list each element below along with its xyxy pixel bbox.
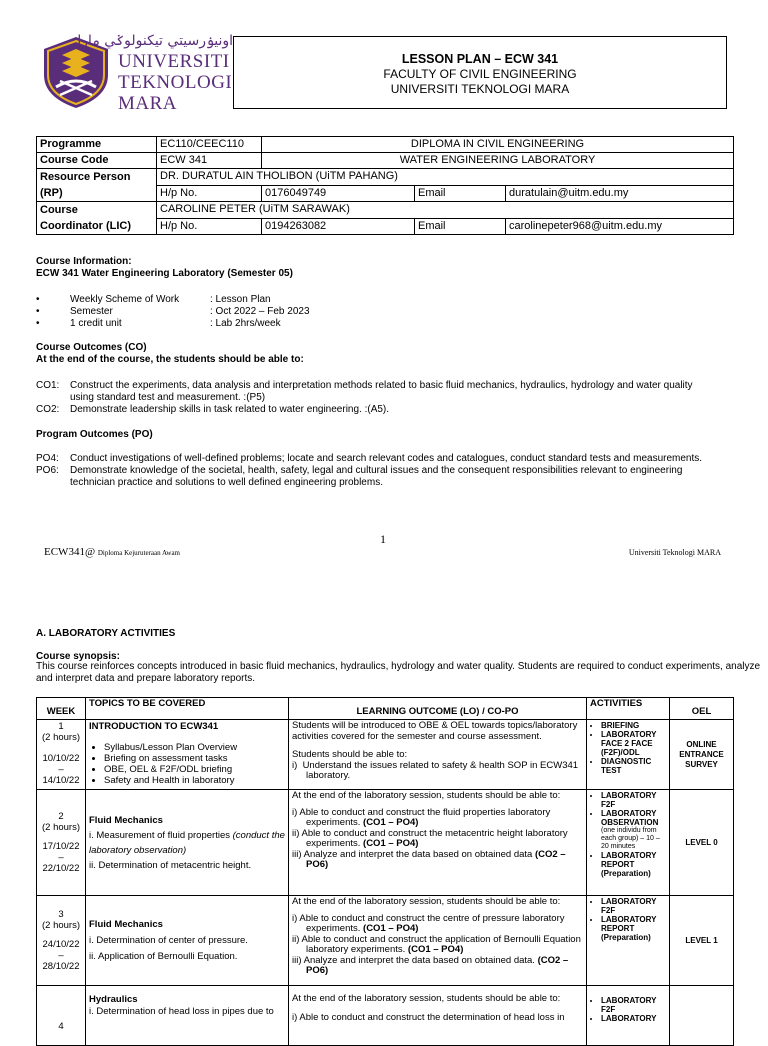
- logo-jawi-text: اونيۏرسيتي تيكنولوݢي مارا: [77, 33, 233, 49]
- col-activities: ACTIVITIES: [587, 698, 670, 720]
- rp-email-label: Email: [415, 185, 506, 202]
- programme-row: [37, 137, 734, 153]
- week-cell: 3 (2 hours) 24/10/22 – 28/10/22: [37, 896, 86, 986]
- co-heading: Course Outcomes (CO): [36, 342, 147, 353]
- laboratory-activities-table: [36, 697, 734, 1046]
- lic-name: CAROLINE PETER (UiTM SARAWAK): [157, 202, 734, 219]
- synopsis-text: [36, 661, 760, 685]
- activities-cell: • BRIEFING • LABORATORY FACE 2 FACE (F2F)/ODL • DIAGNOSTIC TEST: [587, 720, 670, 790]
- co1-text-a: Construct the experiments, data analysis and interpretation methods related to basic fluid mechanics, hydraulics, hydrology and water quality: [70, 380, 693, 391]
- lo-cell: Students will be introduced to OBE & OEL towards topics/laboratory activities covered for the semester and course assessment. Students should be able to: i) Understand the issues related to safety & health SOP in ECW341 laboratory.: [289, 720, 587, 790]
- lic-row-1: [37, 202, 734, 219]
- course-info-heading: Course Information:: [36, 256, 132, 267]
- co2-label: CO2:: [36, 404, 60, 415]
- po4-label: PO4:: [36, 453, 59, 464]
- course-info-subheading: ECW 341 Water Engineering Laboratory (Semester 05): [36, 268, 293, 279]
- rp-name: DR. DURATUL AIN THOLIBON (UiTM PAHANG): [157, 169, 734, 186]
- logo-line-2: TEKNOLOGI: [118, 72, 233, 93]
- lesson-plan-title: LESSON PLAN – ECW 341: [401, 52, 559, 66]
- oel-cell: ONLINE ENTRANCE SURVEY: [670, 720, 734, 790]
- oel-cell: [670, 986, 734, 1046]
- po4-text: Conduct investigations of well-defined problems; locate and search relevant codes and catalogues, conduct standard tests and measurements.: [70, 453, 703, 464]
- activities-cell: • LABORATORY F2F • LABORATORY REPORT (Preparation): [587, 896, 670, 986]
- rp-hp-label: H/p No.: [157, 185, 262, 202]
- course-code-row: [37, 153, 734, 169]
- rp-hp: 0176049749: [262, 185, 415, 202]
- uitm-logo: [38, 33, 233, 113]
- col-oel: OEL: [670, 698, 734, 720]
- po6-label: PO6:: [36, 465, 59, 476]
- col-topics: TOPICS TO BE COVERED: [86, 698, 289, 720]
- page-number: 1: [380, 532, 386, 546]
- topic-cell: Fluid Mechanics i. Measurement of fluid properties (conduct the laboratory observation) ii. Determination of metacentric height.: [86, 790, 289, 896]
- synopsis-line-b: and interpret data and prepare laboratory reports.: [36, 673, 256, 684]
- programme-name: DIPLOMA IN CIVIL ENGINEERING: [262, 137, 734, 153]
- oel-cell: LEVEL 0: [670, 790, 734, 896]
- logo-line-1: UNIVERSITI: [118, 51, 230, 72]
- rp-label-line-2: (RP): [40, 187, 63, 199]
- activities-cell: • LABORATORY F2F • LABORATORY OBSERVATION (one individu from each group) – 10 – 20 minutes • LABORATORY REPORT (Preparation): [587, 790, 670, 896]
- course-info-list: [36, 294, 436, 330]
- co2-text: Demonstrate leadership skills in task related to water engineering. :(A5).: [70, 404, 390, 415]
- course-code: ECW 341: [157, 153, 262, 169]
- rp-label-line-1: Resource Person: [40, 171, 131, 183]
- co1-text-b: using standard test and measurement. :(P5): [70, 392, 266, 403]
- university-name: UNIVERSITI TEKNOLOGI MARA: [390, 82, 570, 96]
- programme-label: Programme: [37, 137, 157, 153]
- lo-cell: At the end of the laboratory session, students should be able to: i) Able to conduct and construct the determination of head loss in: [289, 986, 587, 1046]
- week-cell: 1 (2 hours) 10/10/22 – 14/10/22: [37, 720, 86, 790]
- footer-programme: Diploma Kejuruteraan Awam: [97, 549, 180, 557]
- table-row: [37, 720, 734, 790]
- activities-cell: • LABORATORY F2F • LABORATORY: [587, 986, 670, 1046]
- lic-hp-label: H/p No.: [157, 218, 262, 235]
- synopsis-heading: Course synopsis:: [36, 651, 120, 662]
- table-row: [37, 896, 734, 986]
- table-row: [37, 790, 734, 896]
- course-code-label: Course Code: [37, 153, 157, 169]
- faculty-name: FACULTY OF CIVIL ENGINEERING: [383, 67, 577, 81]
- po6-text-b: technician practice and solutions to well defined engineering problems.: [70, 477, 383, 488]
- po6-text: [70, 465, 735, 489]
- week-cell: 4: [37, 986, 86, 1046]
- week-cell: 2 (2 hours) 17/10/22 – 22/10/22: [37, 790, 86, 896]
- course-info-table: [36, 136, 734, 235]
- footer-left: [44, 546, 180, 558]
- lic-email[interactable]: carolinepeter968@uitm.edu.my: [506, 218, 734, 235]
- lo-cell: At the end of the laboratory session, students should be able to: i) Able to conduct and construct the centre of pressure laboratory experiments. (CO1 – PO4) ii) Able to conduct and construct the application of Bernoulli Equation laboratory experiments. (CO1 – PO4) iii) Analyze and interpret the data based on obtained data. (CO2 – PO6): [289, 896, 587, 986]
- po6-text-a: Demonstrate knowledge of the societal, health, safety, legal and cultural issues and the consequent responsibilities relevant to engineering: [70, 465, 683, 476]
- rp-label: [37, 169, 157, 202]
- col-lo: LEARNING OUTCOME (LO) / CO-PO: [289, 698, 587, 720]
- lic-label-line-2: Coordinator (LIC): [40, 220, 132, 232]
- lab-heading: A. LABORATORY ACTIVITIES: [36, 628, 176, 639]
- list-item: • Weekly Scheme of Work : Lesson Plan: [36, 294, 271, 305]
- footer-right: Universiti Teknologi MARA: [628, 548, 721, 557]
- topic-cell: INTRODUCTION TO ECW341 • Syllabus/Lesson Plan Overview • Briefing on assessment tasks • OBE, OEL & F2F/ODL briefing • Safety and Health in laboratory: [86, 720, 289, 790]
- oel-cell: LEVEL 1: [670, 896, 734, 986]
- topic-cell: Fluid Mechanics i. Determination of center of pressure. ii. Application of Bernoulli Equation.: [86, 896, 289, 986]
- co1-label: CO1:: [36, 380, 60, 391]
- lic-email-label: Email: [415, 218, 506, 235]
- rp-row-1: [37, 169, 734, 186]
- table-row: [37, 986, 734, 1046]
- table-header-row: [37, 698, 734, 720]
- lic-label: [37, 202, 157, 235]
- co-subheading: At the end of the course, the students should be able to:: [36, 354, 304, 365]
- logo-line-3: MARA: [118, 93, 178, 114]
- lic-hp: 0194263082: [262, 218, 415, 235]
- lic-label-line-1: Course: [40, 204, 78, 216]
- po-heading: Program Outcomes (PO): [36, 429, 153, 440]
- co1-text: [70, 380, 735, 404]
- topic-cell: Hydraulics i. Determination of head loss in pipes due to: [86, 986, 289, 1046]
- list-item: • 1 credit unit : Lab 2hrs/week: [36, 318, 281, 329]
- list-item: • Semester : Oct 2022 – Feb 2023: [36, 306, 310, 317]
- course-name: WATER ENGINEERING LABORATORY: [262, 153, 734, 169]
- footer-course: ECW341@: [44, 546, 96, 558]
- synopsis-line-a: This course reinforces concepts introduced in basic fluid mechanics, hydraulics, hydrology and water quality. Students are required to conduct experiments, analyze: [36, 661, 761, 672]
- programme-code: EC110/CEEC110: [157, 137, 262, 153]
- rp-email[interactable]: duratulain@uitm.edu.my: [506, 185, 734, 202]
- lo-cell: At the end of the laboratory session, students should be able to: i) Able to conduct and construct the fluid properties laboratory experiments. (CO1 – PO4) ii) Able to conduct and construct the metacentric height laboratory experiments. (CO1 – PO4) iii) Analyze and interpret the data based on obtained data (CO2 – PO6): [289, 790, 587, 896]
- col-week: WEEK: [37, 698, 86, 720]
- title-box: [233, 36, 727, 109]
